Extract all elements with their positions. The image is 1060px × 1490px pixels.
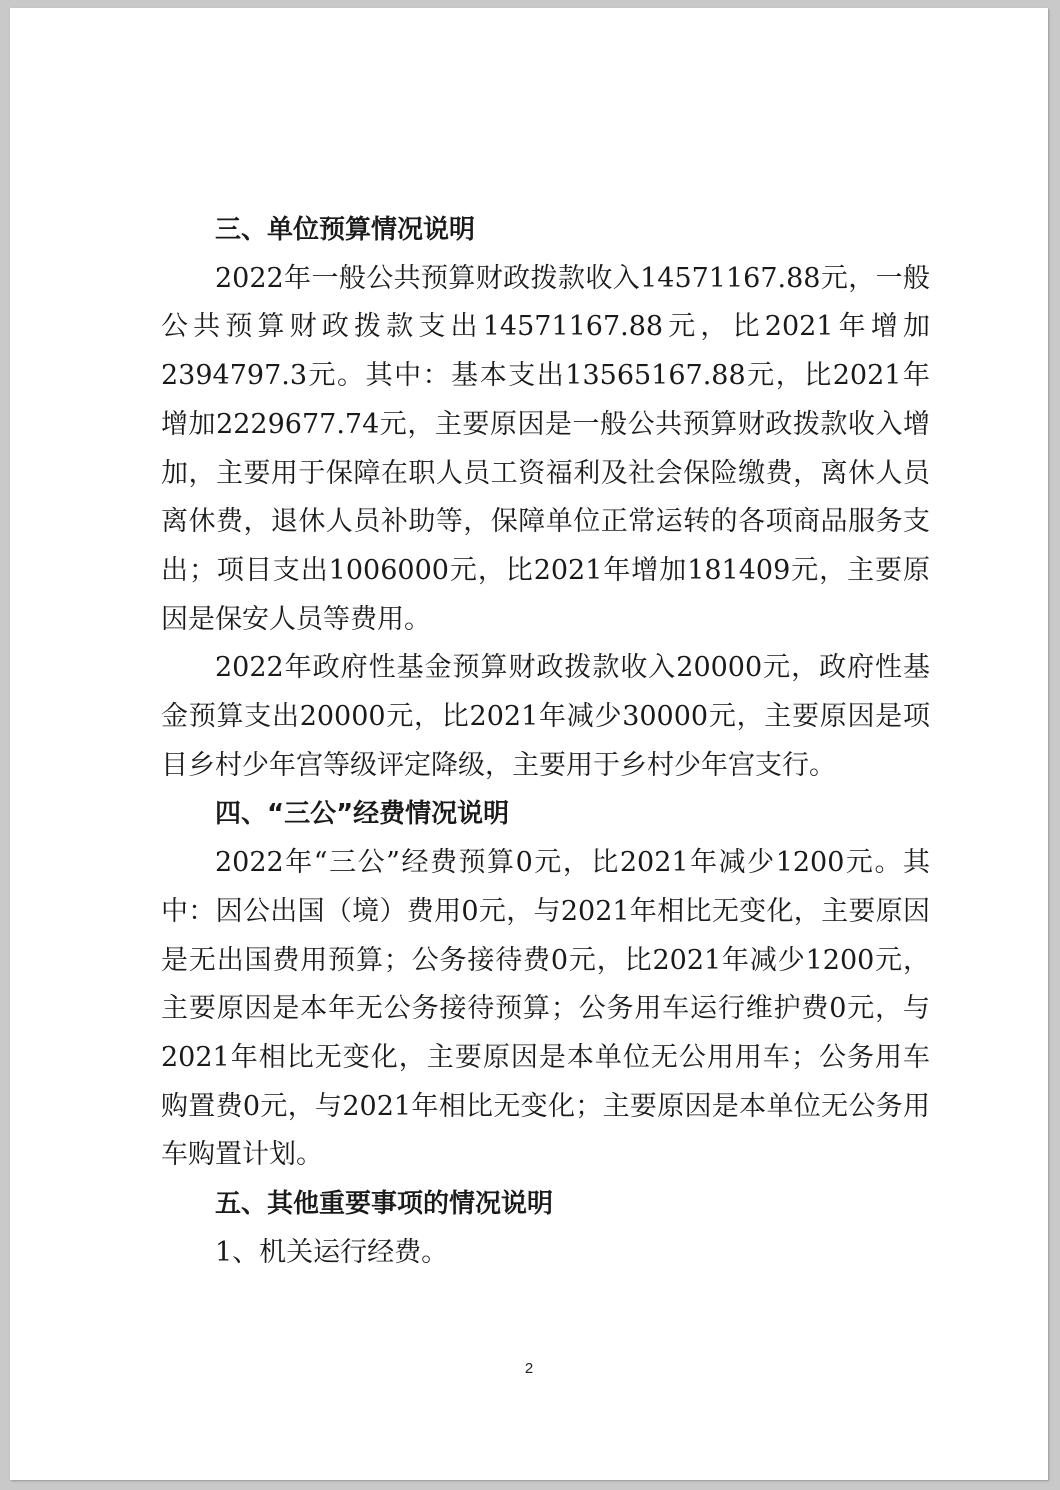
document-page [10, 8, 1048, 1480]
paragraph-general-budget: 2022年一般公共预算财政拨款收入14571167.88元，一般公共预算财政拨款支出14571167.88元，比2021年增加2394797.3元。其中：基本支出13565167.88元，比2021年增加2229677.74元，主要原因是一般公共预算财政拨款收入增加，主要用于保障在职人员工资福利及社会保险缴费，离休人员离休费，退休人员补助等，保障单位正常运转的各项商品服务支出；项目支出1006000元，比2021年增加181409元，主要原因是保安人员等费用。 [161, 262, 930, 635]
document-body [161, 206, 930, 1277]
paragraph-three-public: 2022年“三公”经费预算0元，比2021年减少1200元。其中：因公出国（境）费用0元，与2021年相比无变化，主要原因是无出国费用预算；公务接待费0元，比2021年减少1200元，主要原因是本年无公务接待预算；公务用车运行维护费0元，与2021年相比无变化，主要原因是本单位无公用用车；公务用车购置费0元，与2021年相比无变化；主要原因是本单位无公务用车购置计划。 [161, 847, 930, 1171]
paragraph-fund-budget: 2022年政府性基金预算财政拨款收入20000元，政府性基金预算支出20000元，比2021年减少30000元，主要原因是项目乡村少年宫等级评定降级，主要用于乡村少年宫支行。 [161, 652, 930, 781]
section-heading-budget: 三、单位预算情况说明 [215, 215, 476, 245]
page-number: 2 [524, 1360, 534, 1377]
section-heading-three-public: 四、“三公”经费情况说明 [215, 799, 510, 830]
paragraph-operating-costs: 1、机关运行经费。 [215, 1236, 449, 1268]
section-heading-other-matters: 五、其他重要事项的情况说明 [215, 1189, 554, 1220]
